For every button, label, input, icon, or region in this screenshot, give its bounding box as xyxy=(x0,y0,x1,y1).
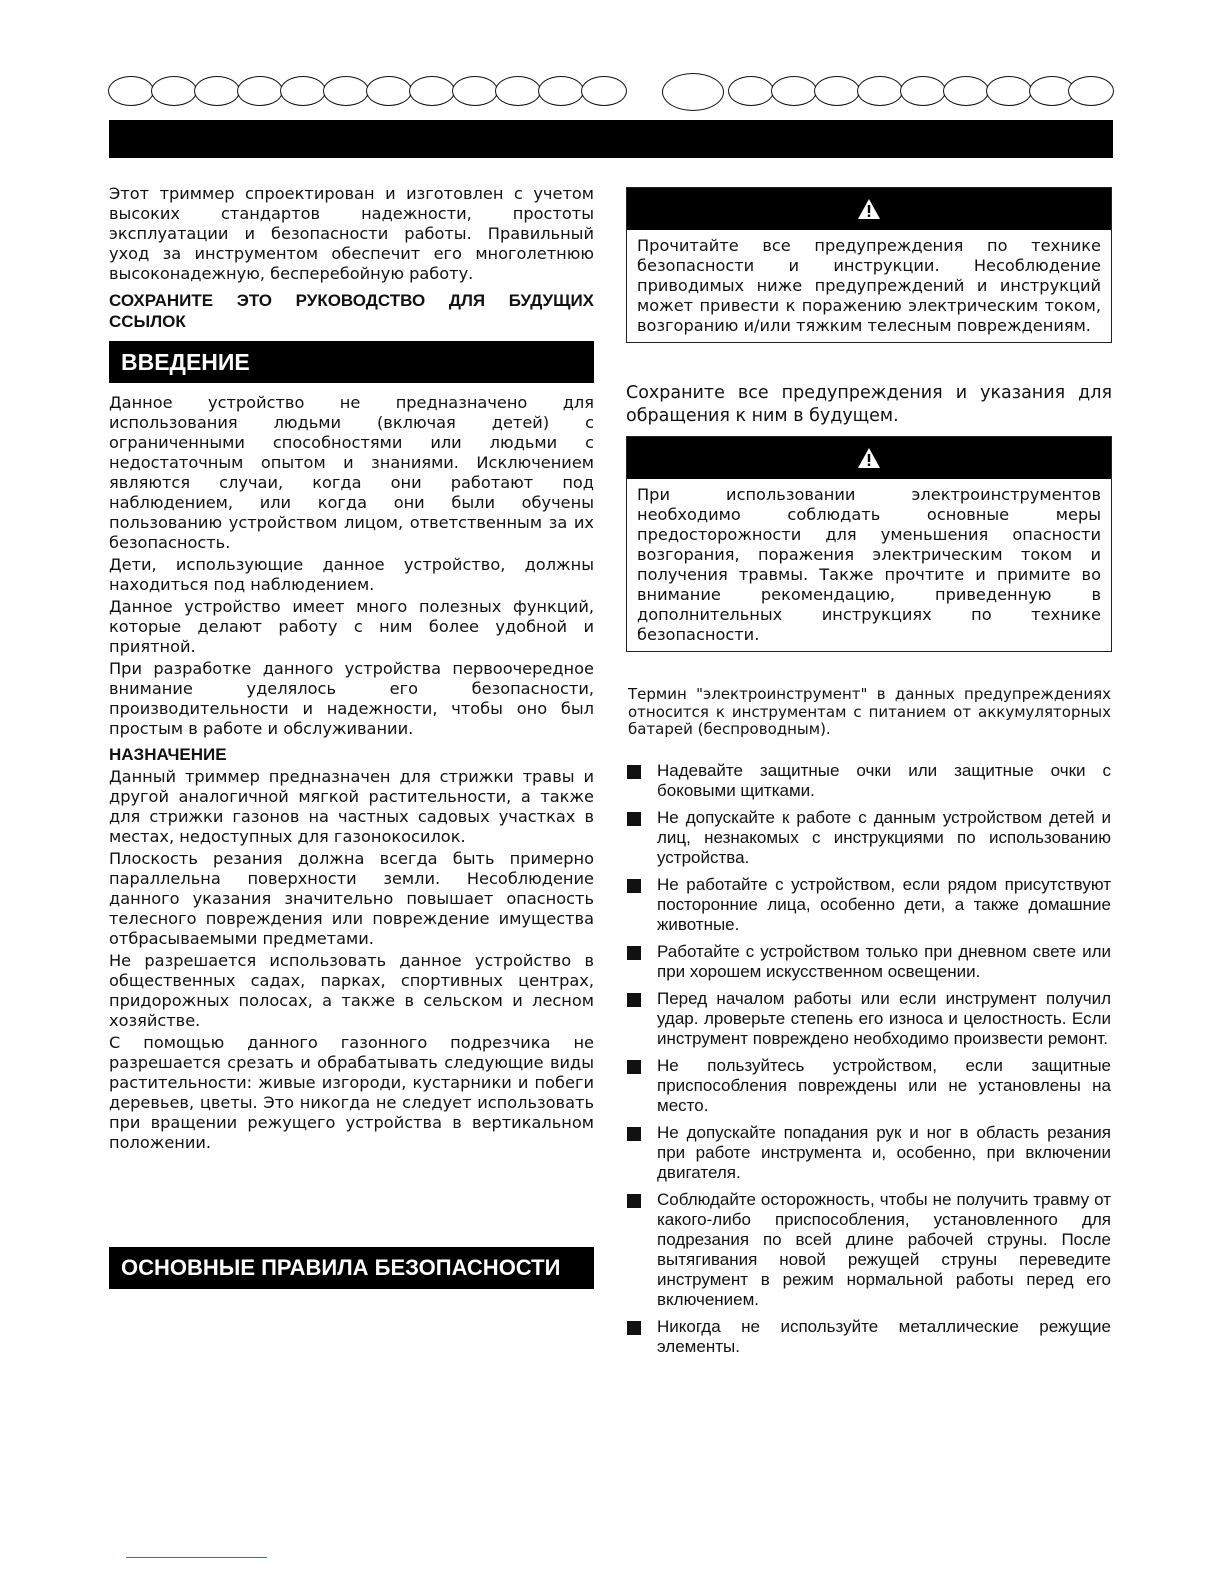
save-manual-heading: СОХРАНИТЕ ЭТО РУКОВОДСТВО ДЛЯ БУДУЩИХ ССЫЛОК xyxy=(109,291,594,331)
term-note: Термин "электроинструмент" в данных предупреждениях относится к инструментам с питанием от аккумуляторных батарей (беспроводным). xyxy=(628,685,1111,738)
language-oval xyxy=(900,76,946,106)
paragraph-children: Дети, использующие данное устройство, должны находиться под наблюдением. xyxy=(109,555,594,594)
safety-rules-list xyxy=(627,761,1111,1364)
warning-triangle-icon xyxy=(857,447,881,469)
warning-header xyxy=(627,188,1111,230)
language-oval xyxy=(857,76,903,106)
list-item xyxy=(627,989,1111,1049)
section-title-introduction: ВВЕДЕНИЕ xyxy=(109,341,594,383)
language-oval xyxy=(194,76,240,106)
warning-text: При использовании электроинструментов необходимо соблюдать основные меры предосторожности для уменьшения опасности возгорания, поражения электрическим током и получения травмы. Также прочтите и примите во внимание рекомендацию, приведенную в дополнительных инструкциях по технике безопасности. xyxy=(637,485,1101,644)
section-title-safety-rules: ОСНОВНЫЕ ПРАВИЛА БЕЗОПАСНОСТИ xyxy=(109,1247,594,1289)
language-oval xyxy=(108,76,154,106)
paragraph-public-use: Не разрешается использовать данное устройство в общественных садах, парках, спортивных центрах, придорожных полосах, а также в сельском и лесном хозяйстве. xyxy=(109,951,594,1030)
term-note-wrap xyxy=(628,686,1111,741)
left-column xyxy=(109,184,594,332)
warning-box-precautions xyxy=(626,436,1112,652)
language-oval xyxy=(323,76,369,106)
header-bar xyxy=(109,120,1113,158)
warning-box-instructions xyxy=(626,187,1112,343)
list-item xyxy=(627,1123,1111,1183)
warning-text: Прочитайте все предупреждения по технике безопасности и инструкции. Несоблюдение приводимых ниже предупреждений и инструкций может привести к поражению электрическим током, возгоранию и/или тяжким телесным повреждениям. xyxy=(637,236,1101,335)
language-oval xyxy=(452,76,498,106)
bullet-square-icon xyxy=(627,812,641,826)
bullet-square-icon xyxy=(627,879,641,893)
rule-text: Никогда не используйте металлические режущие элементы. xyxy=(657,1317,1111,1356)
language-oval xyxy=(366,76,412,106)
list-item xyxy=(627,875,1111,935)
save-warnings-note-wrap xyxy=(626,382,1112,430)
language-oval xyxy=(814,76,860,106)
language-oval xyxy=(280,76,326,106)
warning-triangle-icon xyxy=(857,198,881,220)
language-oval xyxy=(771,76,817,106)
rule-text: Не работайте с устройством, если рядом присутствуют посторонние лица, особенно дети, а также домашние животные. xyxy=(657,875,1111,934)
list-item xyxy=(627,1056,1111,1116)
bullet-square-icon xyxy=(627,1127,641,1141)
language-oval xyxy=(495,76,541,106)
rule-text: Перед началом работы или если инструмент получил удар. лроверьте степень его износа и целостность. Если инструмент повреждено необходимо произвести ремонт. xyxy=(657,989,1111,1048)
bullet-square-icon xyxy=(627,993,641,1007)
paragraph-vegetation: С помощью данного газонного подрезчика не разрешается срезать и обрабатывать следующие виды растительности: живые изгороди, кустарники и побеги деревьев, цветы. Это никогда не следует использовать при вращении режущего устройства в вертикальном положении. xyxy=(109,1033,594,1152)
list-item xyxy=(627,942,1111,982)
bullet-square-icon xyxy=(627,1321,641,1335)
paragraph-cutting-plane: Плоскость резания должна всегда быть примерно параллельна поверхности земли. Несоблюдение данного указания значительно повышает опасность телесного повреждения или повреждение имущества отбрасываемыми предметами. xyxy=(109,849,594,948)
rule-text: Соблюдайте осторожность, чтобы не получить травму от какого-либо приспособления, установленного для подрезания по всей длине рабочей струны. После вытягивания новой режущей струны переведите инструмент в режим нормальной работы перед его включением. xyxy=(657,1190,1111,1309)
bullet-square-icon xyxy=(627,1194,641,1208)
rule-text: Не пользуйтесь устройством, если защитные приспособления повреждены или не установлены на место. xyxy=(657,1056,1111,1115)
rule-text: Надевайте защитные очки или защитные очки с боковыми щитками. xyxy=(657,761,1111,800)
purpose-heading: НАЗНАЧЕНИЕ xyxy=(109,745,227,764)
language-oval xyxy=(1068,76,1114,106)
bullet-square-icon xyxy=(627,765,641,779)
paragraph-features: Данное устройство имеет много полезных функций, которые делают работу с ним более удобной и приятной. xyxy=(109,597,594,656)
language-oval-active xyxy=(662,73,724,111)
bullet-square-icon xyxy=(627,946,641,960)
introduction-text xyxy=(109,393,594,1155)
rule-text: Не допускайте к работе с данным устройством детей и лиц, незнакомых с инструкциями по использованию устройства. xyxy=(657,808,1111,867)
footer-line xyxy=(126,1557,267,1558)
language-oval xyxy=(409,76,455,106)
language-selector xyxy=(108,73,1114,113)
language-oval xyxy=(538,76,584,106)
list-item xyxy=(627,1190,1111,1310)
bullet-square-icon xyxy=(627,1060,641,1074)
rule-text: Не допускайте попадания рук и ног в область резания при работе инструмента и, особенно, при включении двигателя. xyxy=(657,1123,1111,1182)
language-oval xyxy=(237,76,283,106)
paragraph-purpose: Данный триммер предназначен для стрижки травы и другой аналогичной мягкой растительности, а также для стрижки газонов на частных садовых участках в местах, недоступных для газонокосилок. xyxy=(109,767,594,846)
language-oval xyxy=(581,76,627,106)
rule-text: Работайте с устройством только при дневном свете или при хорошем искусственном освещении. xyxy=(657,942,1111,981)
language-oval xyxy=(728,76,774,106)
save-warnings-note: Сохраните все предупреждения и указания для обращения к ним в будущем. xyxy=(626,383,1112,426)
paragraph-design: При разработке данного устройства первоочередное внимание уделялось его безопасности, производительности и надежности, чтобы оно был простым в работе и обслуживании. xyxy=(109,659,594,738)
language-oval xyxy=(151,76,197,106)
warning-header xyxy=(627,437,1111,479)
list-item xyxy=(627,808,1111,868)
list-item xyxy=(627,1317,1111,1357)
paragraph-restrictions: Данное устройство не предназначено для использования людьми (включая детей) с ограниченными способностями или людьми с недостаточным опытом и знаниями. Исключением являются случаи, когда они работают под наблюдением, или когда они были обучены пользованию устройством лицом, ответственным за их безопасность. xyxy=(109,393,594,552)
intro-paragraph: Этот триммер спроектирован и изготовлен с учетом высоких стандартов надежности, простоты эксплуатации и безопасности работы. Правильный уход за инструментом обеспечит его многолетнюю высоконадежную, бесперебойную работу. xyxy=(109,184,594,283)
list-item xyxy=(627,761,1111,801)
language-oval xyxy=(986,76,1032,106)
language-oval xyxy=(943,76,989,106)
